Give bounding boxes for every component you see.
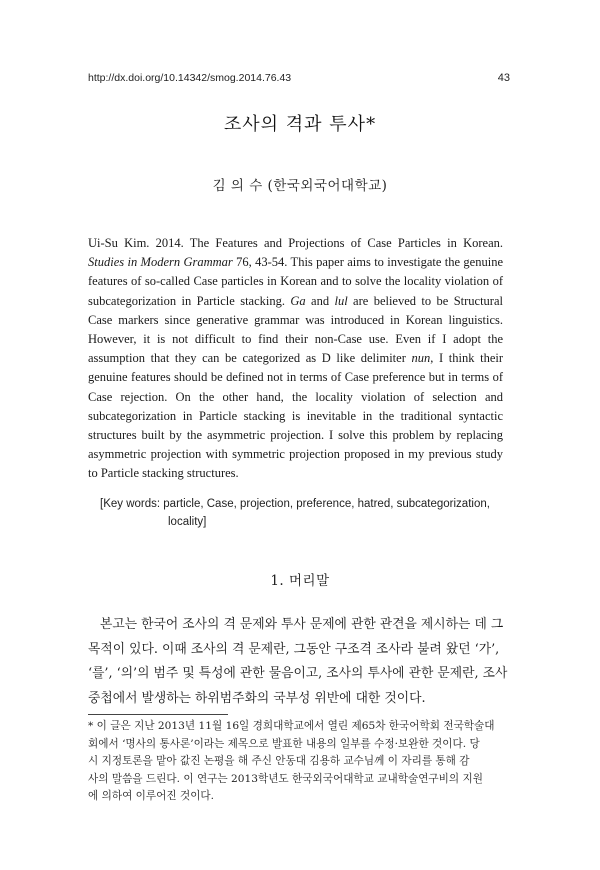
author-affiliation: 김 의 수 (한국외국어대학교) <box>212 178 388 194</box>
footnote-line: 에 의하여 이루어진 것이다. <box>88 790 215 803</box>
abstract-text: and <box>305 293 335 308</box>
journal-name: Studies in Modern Grammar <box>88 255 233 270</box>
footnote-line: 사의 말씀을 드린다. 이 연구는 2013학년도 한국외국어대학교 교내학술연구비의 지원 <box>88 772 483 785</box>
doi-link[interactable]: http://dx.doi.org/10.14342/smog.2014.76.43 <box>88 72 292 84</box>
page-number: 43 <box>497 72 510 84</box>
particle-nun: nun <box>411 351 431 366</box>
body-line: ‘를’, ‘의’의 범주 및 특성에 관한 물음이고, 조사의 투사에 관한 문제란, 조사 <box>88 666 508 681</box>
particle-ga: Ga <box>290 293 306 308</box>
keywords-label: [Key words: <box>100 498 164 510</box>
section-heading: 1. 머리말 <box>270 573 330 589</box>
footnote-line: 시 지정토론을 맡아 값진 논평을 해 주신 안동대 김용하 교수님께 이 자리를 통해 감 <box>88 755 470 768</box>
abstract-text: , I think their genuine features should be defined not in terms of Case preference but in terms of Case rejection. On the other hand, the locality violation of selection and subcategorization in Particle stacking is inevitable in the traditional syntactic structures built by the asymmetric projection. I solve this problem by replacing asymmetric projection with symmetric projection proposed in my previous study to Particle stacking structures. <box>88 351 504 481</box>
abstract <box>88 234 503 484</box>
abstract-text: 76, 43-54. This paper aims to investigate the genuine features of so-called Case particles in Korean and to solve the locality violation of subcategorization in Particle stacking. <box>88 255 503 308</box>
keywords-line-2: locality] <box>168 516 207 528</box>
body-line: 본고는 한국어 조사의 격 문제와 투사 문제에 관한 관견을 제시하는 데 그 <box>100 617 504 632</box>
footnote-line: * 이 글은 지난 2013년 11월 16일 경희대학교에서 열린 제65차 한국어학회 전국학술대 <box>88 720 495 732</box>
abstract-citation: Ui-Su Kim. 2014. The Features and Projections of Case Particles in Korean. <box>88 236 503 250</box>
body-paragraph <box>88 613 508 711</box>
abstract-text: are believed to be Structural Case markers since generative grammar was introduced in Korean linguistics. However, it is not difficult to find their non-Case use. Even if I adopt the assumption that they can be categorized as D like delimiter <box>88 293 503 366</box>
keywords <box>100 495 515 531</box>
footnote-divider <box>88 714 228 715</box>
body-line: 중첩에서 발생하는 하위범주화의 국부성 위반에 대한 것이다. <box>88 690 426 706</box>
footnote <box>88 718 510 806</box>
particle-lul: lul <box>334 293 348 308</box>
keywords-line-1: particle, Case, projection, preference, hatred, subcategorization, <box>163 498 490 510</box>
footnote-line: 회에서 ‘명사의 통사론’이라는 제목으로 발표한 내용의 일부를 수정·보완한 것이다. 당 <box>88 737 480 750</box>
paper-title: 조사의 격과 투사* <box>223 114 377 135</box>
body-line: 목적이 있다. 이때 조사의 격 문제란, 그동안 구조격 조사라 불려 왔던 ‘가’, <box>88 641 500 657</box>
